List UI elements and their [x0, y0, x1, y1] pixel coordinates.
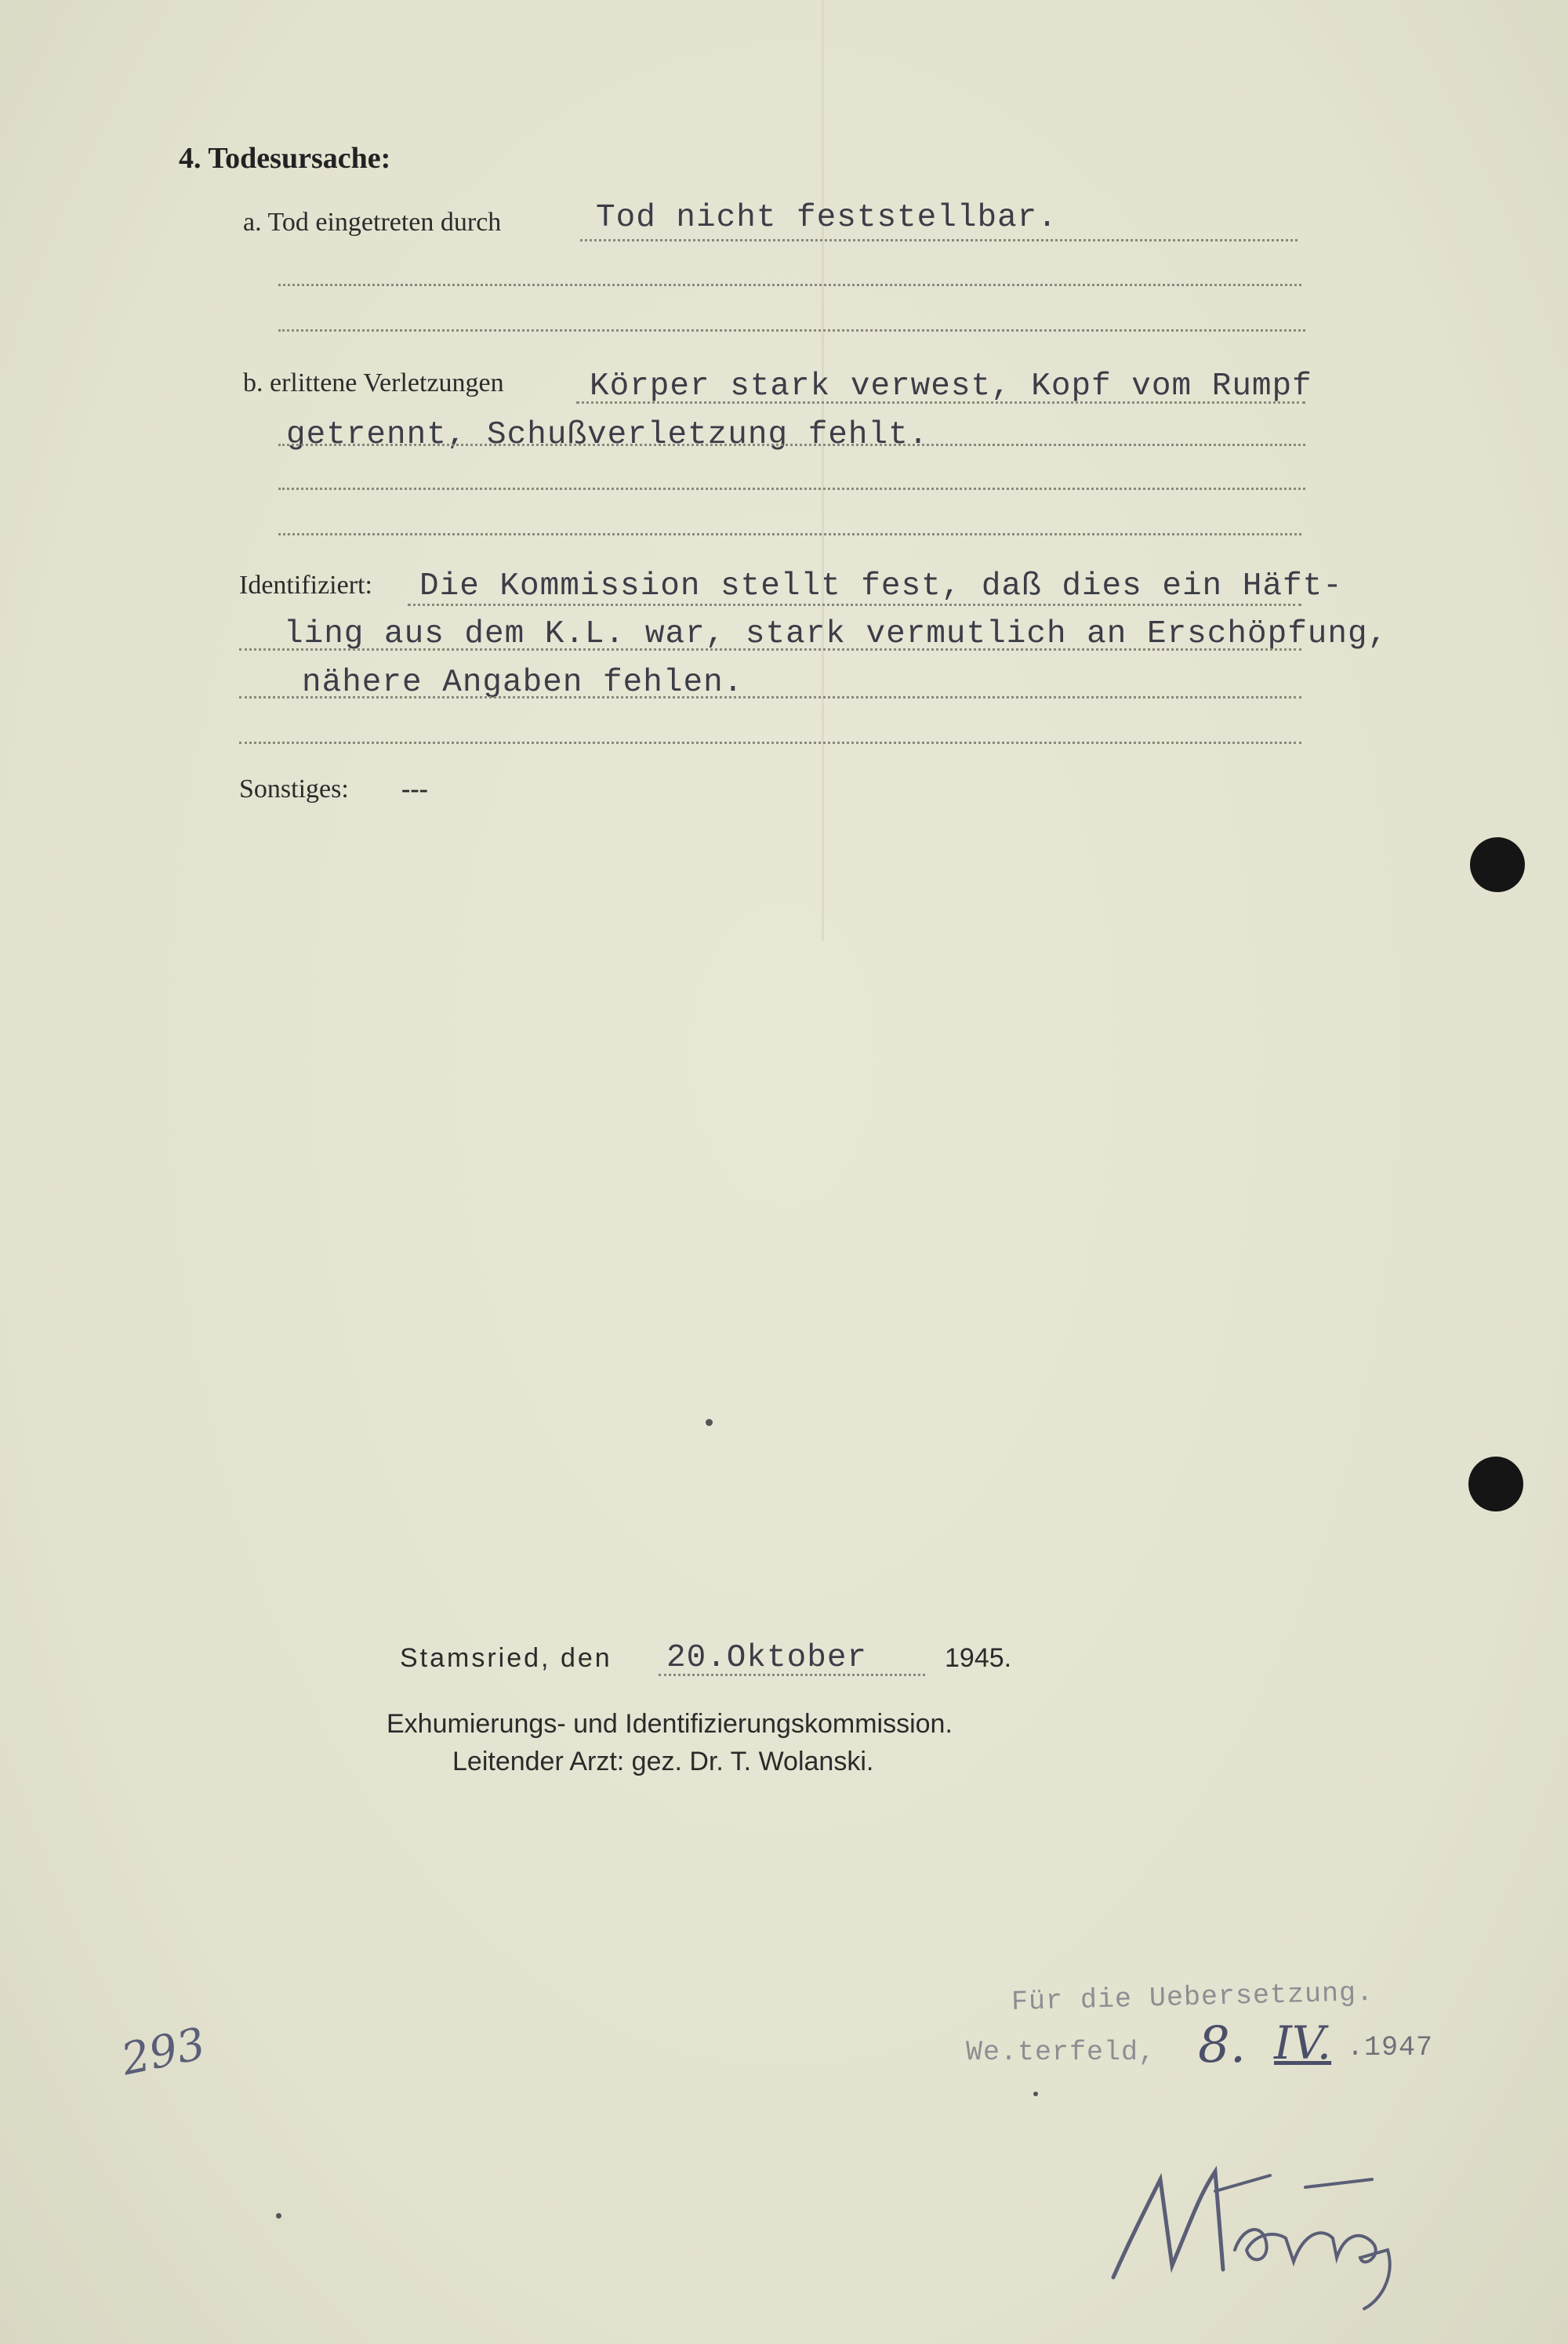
place-label: Stamsried, den: [400, 1643, 612, 1673]
injuries-line-1: Körper stark verwest, Kopf vom Rumpf: [590, 368, 1312, 405]
identified-label: Identifiziert:: [239, 571, 372, 600]
identified-line-1: Die Kommission stellt fest, daß dies ein Häft-: [419, 568, 1343, 604]
dotted-line: [278, 284, 1301, 286]
signature: [1098, 2132, 1427, 2313]
dotted-line: [239, 742, 1301, 744]
punch-hole: [1468, 1457, 1523, 1511]
ink-speck: [276, 2213, 281, 2219]
other-value: ---: [401, 775, 428, 804]
dotted-line: [278, 488, 1305, 490]
paper-fold: [822, 0, 824, 941]
dotted-line: [576, 401, 1305, 404]
ink-speck: [1033, 2092, 1038, 2096]
cause-of-death-label: a. Tod eingetreten durch: [243, 208, 502, 237]
leading-doctor: Leitender Arzt: gez. Dr. T. Wolanski.: [452, 1747, 874, 1776]
commission-name: Exhumierungs- und Identifizierungskommission.: [387, 1709, 953, 1739]
year-label: 1945.: [945, 1643, 1012, 1673]
translation-stamp-place: We.terfeld,: [966, 2037, 1156, 2068]
dotted-line: [659, 1674, 925, 1676]
translation-year: .1947: [1347, 2032, 1434, 2063]
cause-of-death-value: Tod nicht feststellbar.: [596, 200, 1058, 236]
dotted-line: [239, 696, 1301, 698]
punch-hole: [1470, 837, 1525, 892]
dotted-line: [278, 329, 1305, 332]
dotted-line: [278, 533, 1301, 535]
page-number-handwritten: 293: [117, 2018, 210, 2086]
translation-month: IV.: [1274, 2016, 1332, 2070]
translation-day: 8.: [1198, 2016, 1247, 2074]
identified-line-3: nähere Angaben fehlen.: [302, 665, 744, 701]
dotted-line: [239, 648, 1301, 651]
ink-speck: [706, 1419, 713, 1426]
injuries-label: b. erlittene Verletzungen: [243, 368, 504, 397]
dotted-line: [580, 239, 1298, 241]
translation-stamp-line1: Für die Uebersetzung.: [1011, 1976, 1374, 2019]
dotted-line: [408, 604, 1301, 606]
date-value: 20.Oktober: [666, 1640, 868, 1676]
identified-line-2: ling aus dem K.L. war, stark vermutlich an Erschöpfung,: [284, 616, 1388, 652]
section-heading: 4. Todesursache:: [179, 142, 391, 175]
signature-scribble: [1098, 2132, 1427, 2313]
other-label: Sonstiges:: [239, 775, 349, 804]
injuries-line-2: getrennt, Schußverletzung fehlt.: [286, 417, 929, 453]
dotted-line: [278, 444, 1305, 446]
